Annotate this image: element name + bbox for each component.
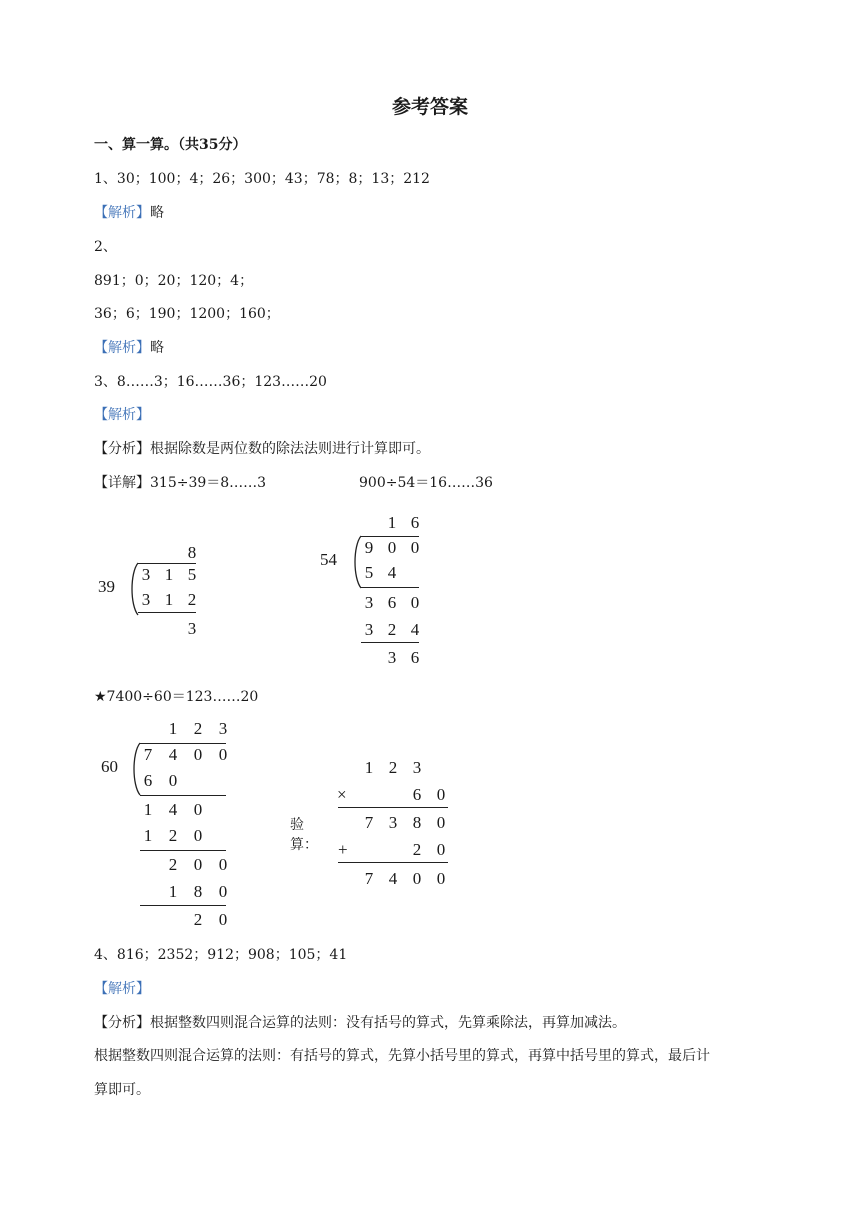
times-sign: ×: [337, 785, 347, 804]
partial-digit: 0: [193, 855, 203, 874]
dividend-digit: 3: [141, 565, 151, 584]
division-bracket-top: [138, 563, 196, 564]
remainder-digit: 3: [387, 648, 397, 667]
quotient-digit: 1: [168, 719, 178, 738]
divisor: 60: [101, 757, 118, 776]
check-digit: 7: [364, 869, 374, 888]
dividend-digit: 0: [410, 538, 420, 557]
subtraction-line: [140, 905, 226, 906]
remainder-digit: 3: [187, 619, 197, 638]
quotient-digit: 2: [193, 719, 203, 738]
product-digit: 1: [168, 882, 178, 901]
dividend-digit: 0: [218, 745, 228, 764]
fenxi-text: 根据整数四则混合运算的法则：没有括号的算式，先算乘除法，再算加减法。: [150, 1015, 626, 1031]
division-bracket-top: [361, 536, 419, 537]
remainder-digit: 0: [218, 910, 228, 929]
subtraction-line: [140, 850, 226, 851]
dividend-digit: 0: [387, 538, 397, 557]
q4-jiexi: [94, 979, 150, 999]
fenxi-tag: 【分析】: [94, 441, 150, 457]
product-digit: 0: [193, 826, 203, 845]
dividend-digit: 9: [364, 538, 374, 557]
subtraction-line: [361, 642, 419, 643]
q2-row1: 891；0；20；120；4；: [94, 273, 254, 289]
divisor: 54: [320, 550, 337, 569]
eq-900-div-54: 900÷54＝16……36: [359, 475, 493, 491]
q3-xiangjie: [94, 473, 266, 493]
q1-jiexi: [94, 203, 164, 223]
division-bracket-top: [140, 743, 226, 744]
q3-jiexi: [94, 405, 150, 425]
q2-label: 2、: [94, 239, 117, 255]
check-digit: 3: [412, 758, 422, 777]
product-digit: 3: [141, 590, 151, 609]
calc-line: [338, 807, 448, 808]
partial-digit: 0: [410, 593, 420, 612]
subtraction-line: [138, 612, 196, 613]
check-digit: 1: [364, 758, 374, 777]
check-digit: 3: [388, 813, 398, 832]
product-digit: 4: [410, 620, 420, 639]
xiangjie-tag: 【详解】: [94, 475, 150, 491]
q4-fenxi: [94, 1013, 626, 1033]
product-digit: 3: [364, 620, 374, 639]
subtraction-line: [361, 587, 419, 588]
q2-row2: 36；6；190；1200；160；: [94, 306, 280, 322]
partial-digit: 0: [193, 800, 203, 819]
quotient-digit: 8: [187, 543, 197, 562]
jiexi-text: 略: [150, 340, 164, 356]
check-digit: 2: [388, 758, 398, 777]
dividend-digit: 5: [187, 565, 197, 584]
check-digit: 4: [388, 869, 398, 888]
subtraction-line: [140, 795, 226, 796]
check-digit: 0: [436, 869, 446, 888]
check-digit: 7: [364, 813, 374, 832]
q4-answer: 4、816；2352；912；908；105；41: [94, 947, 348, 963]
eq-315-div-39: 315÷39＝8……3: [150, 475, 267, 491]
jiexi-tag: 【解析】: [94, 981, 150, 997]
product-digit: 0: [218, 882, 228, 901]
dividend-digit: 4: [168, 745, 178, 764]
q2-jiexi: [94, 338, 164, 358]
dividend-digit: 0: [193, 745, 203, 764]
remainder-digit: 6: [410, 648, 420, 667]
product-digit: 5: [364, 563, 374, 582]
partial-digit: 4: [168, 800, 178, 819]
product-digit: 8: [193, 882, 203, 901]
dividend-digit: 7: [143, 745, 153, 764]
quotient-digit: 3: [218, 719, 228, 738]
dividend-digit: 1: [164, 565, 174, 584]
yansuan-label: 验算：: [290, 817, 318, 853]
partial-digit: 0: [218, 855, 228, 874]
quotient-digit: 1: [387, 513, 397, 532]
jiexi-tag: 【解析】: [94, 205, 150, 221]
product-digit: 2: [168, 826, 178, 845]
check-digit: 8: [412, 813, 422, 832]
check-digit: 0: [436, 840, 446, 859]
check-digit: 0: [436, 813, 446, 832]
partial-digit: 6: [387, 593, 397, 612]
divisor: 39: [98, 577, 115, 596]
jiexi-tag: 【解析】: [94, 340, 150, 356]
partial-digit: 3: [364, 593, 374, 612]
product-digit: 1: [164, 590, 174, 609]
fenxi-text: 根据除数是两位数的除法法则进行计算即可。: [150, 441, 430, 457]
product-digit: 2: [187, 590, 197, 609]
q3-fenxi: [94, 439, 430, 459]
jiexi-tag: 【解析】: [94, 407, 150, 423]
page-title: 参考答案: [391, 96, 468, 118]
check-digit: 2: [412, 840, 422, 859]
check-digit: 0: [436, 785, 446, 804]
remainder-digit: 2: [193, 910, 203, 929]
check-digit: 0: [412, 869, 422, 888]
q4-paragraph-line2: 算即可。: [94, 1082, 150, 1098]
jiexi-text: 略: [150, 205, 164, 221]
section-heading: 一、算一算。（共35分）: [94, 137, 247, 153]
calc-line: [338, 862, 448, 863]
product-digit: 4: [387, 563, 397, 582]
product-digit: 0: [168, 771, 178, 790]
quotient-digit: 6: [410, 513, 420, 532]
check-digit: 6: [412, 785, 422, 804]
q3-answer: 3、8……3；16……36；123……20: [94, 374, 327, 390]
partial-digit: 2: [168, 855, 178, 874]
partial-digit: 1: [143, 800, 153, 819]
q4-paragraph-line1: 根据整数四则混合运算的法则：有括号的算式，先算小括号里的算式，再算中括号里的算式，最后计: [94, 1048, 710, 1064]
product-digit: 6: [143, 771, 153, 790]
product-digit: 1: [143, 826, 153, 845]
eq-7400-div-60: ★7400÷60＝123……20: [94, 689, 259, 705]
plus-sign: +: [338, 840, 348, 859]
product-digit: 2: [387, 620, 397, 639]
q1-answer: 1、30；100；4；26；300；43；78；8；13；212: [94, 171, 430, 187]
fenxi-tag: 【分析】: [94, 1015, 150, 1031]
